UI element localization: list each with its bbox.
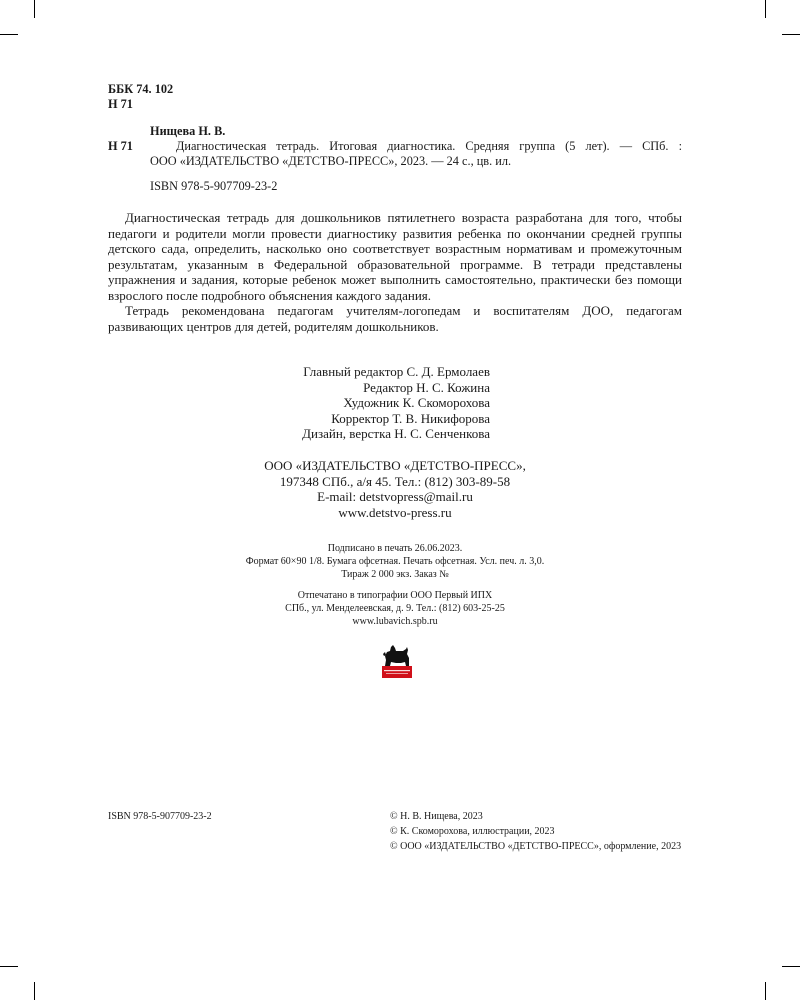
author-heading: Нищева Н. В. — [150, 124, 226, 138]
printing-circulation: Тираж 2 000 экз. Заказ № — [341, 569, 449, 580]
crop-mark-bottom-left-vertical — [34, 982, 35, 1000]
copyright-author: © Н. В. Нищева, 2023 — [390, 811, 483, 822]
crop-mark-bottom-right-vertical — [765, 982, 766, 1000]
crop-mark-top-left-vertical — [34, 0, 35, 18]
annotation-paragraph-1: Диагностическая тетрадь для дошкольников пятилетнего возраста разработана для того, чтобы педагоги и родители могли провести диагностику развития ребенка по окончании средней группы детского сада, определить, насколько оно соответствует возрастным нормативам и промежуточным результатам, указанным в Федеральной образовательной программе. В тетради представлены упражнения и задания, которые ребенок может выполнить самостоятельно, практически без помощи взрослого после подробного объяснения каждого задания. — [108, 210, 682, 303]
bbk-code: ББК 74. 102 — [108, 82, 174, 96]
title-line-1: Диагностическая тетрадь. Итоговая диагностика. Средняя группа (5 лет). — СПб. : — [176, 139, 682, 153]
publisher-name: ООО «ИЗДАТЕЛЬСТВО «ДЕТСТВО-ПРЕСС», — [264, 458, 526, 473]
crop-mark-bottom-left-horizontal — [0, 966, 18, 967]
credit-design: Дизайн, верстка Н. С. Сенченкова — [302, 426, 490, 441]
classification-block — [108, 82, 173, 112]
crop-mark-top-left-horizontal — [0, 34, 18, 35]
credit-editor: Редактор Н. С. Кожина — [363, 379, 490, 395]
printing-format: Формат 60×90 1/8. Бумага офсетная. Печать офсетная. Усл. печ. л. 3,0. — [245, 556, 545, 567]
credits — [300, 364, 490, 442]
author-sign: Н 71 — [108, 97, 133, 111]
crop-mark-bottom-right-horizontal — [782, 966, 800, 967]
printer-name: Отпечатано в типографии ООО Первый ИПХ — [297, 590, 493, 601]
annotation-paragraph-2: Тетрадь рекомендована педагогам учителям-логопедам и воспитателям ДОО, педагогам развивающих центров для детей, родителям дошкольников. — [108, 303, 682, 334]
credit-chief-editor: Главный редактор С. Д. Ермолаев — [303, 364, 490, 379]
publisher-website: www.detstvo-press.ru — [338, 504, 452, 520]
publisher-email: E-mail: detstvopress@mail.ru — [317, 489, 473, 504]
printer-website: www.lubavich.spb.ru — [352, 616, 438, 627]
annotation — [108, 210, 682, 334]
printer-info — [195, 589, 595, 628]
copyright-design: © ООО «ИЗДАТЕЛЬСТВО «ДЕТСТВО-ПРЕСС», оформление, 2023 — [390, 841, 682, 852]
credit-corrector: Корректор Т. В. Никифорова — [331, 410, 490, 426]
credit-artist: Художник К. Скоморохова — [343, 395, 490, 410]
printing-signed: Подписано в печать 26.06.2023. — [327, 543, 463, 554]
printer-logo — [381, 638, 413, 680]
publisher-info — [195, 458, 595, 520]
isbn-record: ISBN 978-5-907709-23-2 — [150, 179, 278, 193]
scottish-terrier-logo-icon — [381, 638, 413, 680]
copyright-block — [390, 810, 681, 853]
bibliographic-sign: Н 71 — [108, 139, 133, 153]
crop-mark-top-right-horizontal — [782, 34, 800, 35]
footer-isbn: ISBN 978-5-907709-23-2 — [108, 811, 212, 822]
crop-mark-top-right-vertical — [765, 0, 766, 18]
printer-address: СПб., ул. Менделеевская, д. 9. Тел.: (812) 603-25-25 — [285, 603, 505, 614]
printing-details — [195, 542, 595, 581]
copyright-illustrations: © К. Скоморохова, иллюстрации, 2023 — [390, 826, 555, 837]
title-line-2: ООО «ИЗДАТЕЛЬСТВО «ДЕТСТВО-ПРЕСС», 2023. — 24 с., цв. ил. — [150, 154, 512, 168]
publisher-address: 197348 СПб., а/я 45. Тел.: (812) 303-89-58 — [279, 473, 511, 489]
